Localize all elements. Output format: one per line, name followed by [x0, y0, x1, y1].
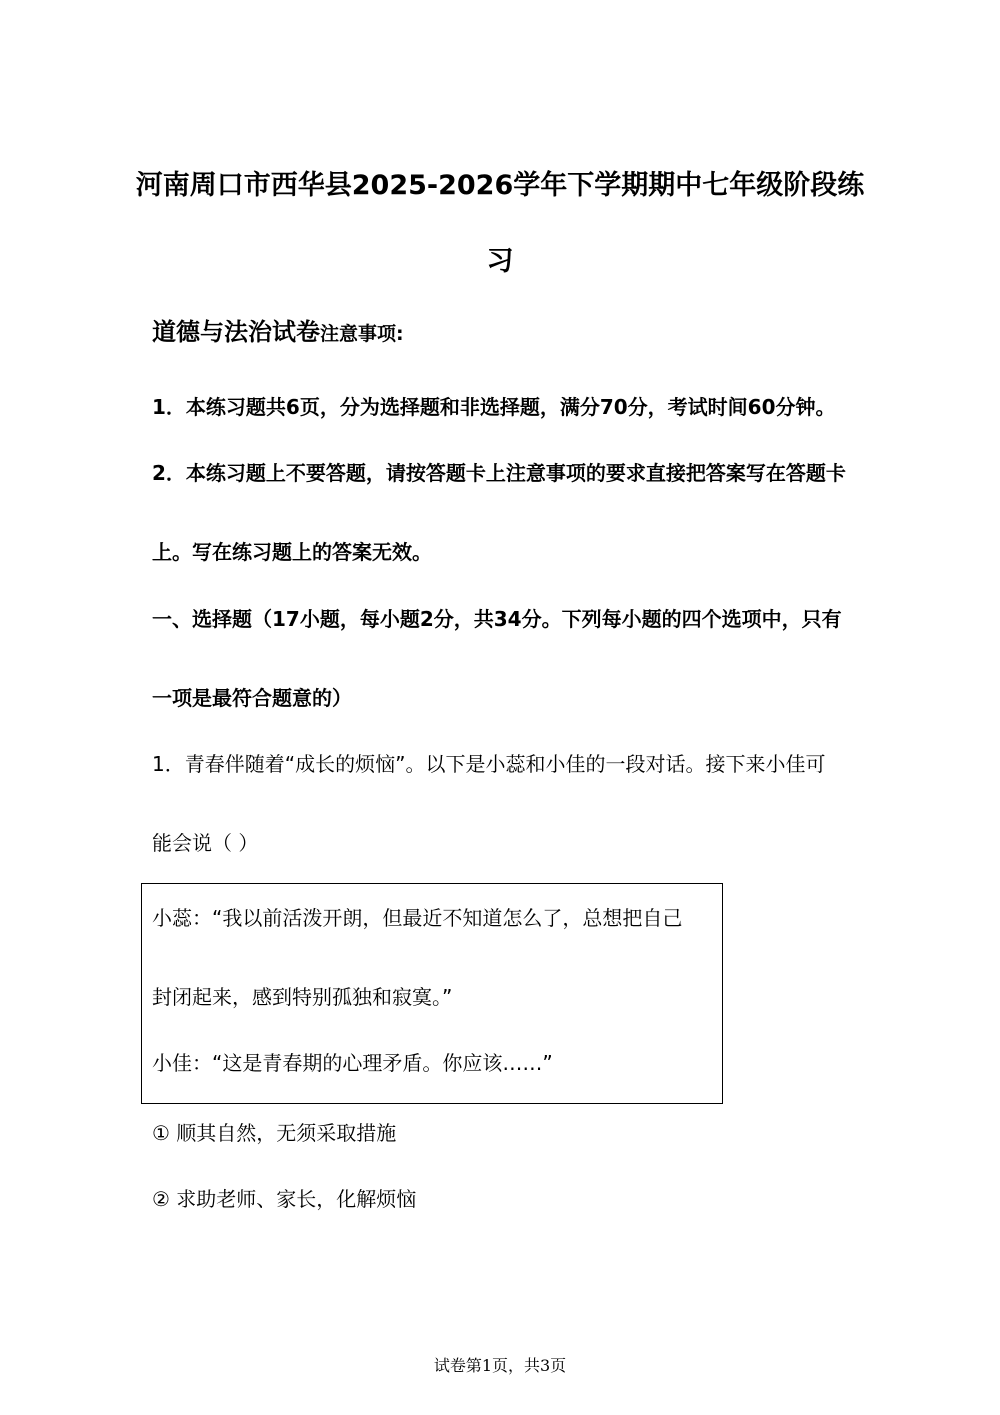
dialog-box: [141, 883, 723, 1104]
section-heading-line-2: 一项是最符合题意的）: [152, 686, 352, 710]
subject-title: 道德与法治试卷: [152, 318, 320, 346]
page-footer: 试卷第1页，共3页: [433, 1356, 567, 1375]
exam-title-line-2: 习: [486, 246, 514, 277]
question-1-stem-line-1: 1．青春伴随着“成长的烦恼”。以下是小蕊和小佳的一段对话。接下来小佳可: [152, 752, 826, 776]
dialog-line-1: 小蕊：“我以前活泼开朗，但最近不知道怎么了，总想把自己: [152, 906, 683, 930]
option-1: ① 顺其自然，无须采取措施: [152, 1121, 397, 1145]
notice-item-2: 2．本练习题上不要答题，请按答题卡上注意事项的要求直接把答案写在答题卡: [152, 461, 846, 485]
notice-item-1: 1．本练习题共6页，分为选择题和非选择题，满分70分，考试时间60分钟。: [152, 395, 836, 419]
dialog-line-2: 封闭起来，感到特别孤独和寂寞。”: [152, 985, 453, 1009]
notice-item-2-cont: 上。写在练习题上的答案无效。: [152, 540, 432, 564]
section-heading-line-1: 一、选择题（17小题，每小题2分，共34分。下列每小题的四个选项中，只有: [152, 607, 842, 631]
dialog-line-3: 小佳：“这是青春期的心理矛盾。你应该……”: [152, 1051, 553, 1075]
subject-heading: [152, 318, 404, 348]
option-2: ② 求助老师、家长，化解烦恼: [152, 1187, 417, 1211]
notice-heading: 注意事项:: [320, 323, 404, 345]
exam-title-line-1: 河南周口市西华县2025-2026学年下学期期中七年级阶段练: [135, 170, 865, 201]
question-1-stem-line-2: 能会说（ ）: [152, 831, 259, 855]
